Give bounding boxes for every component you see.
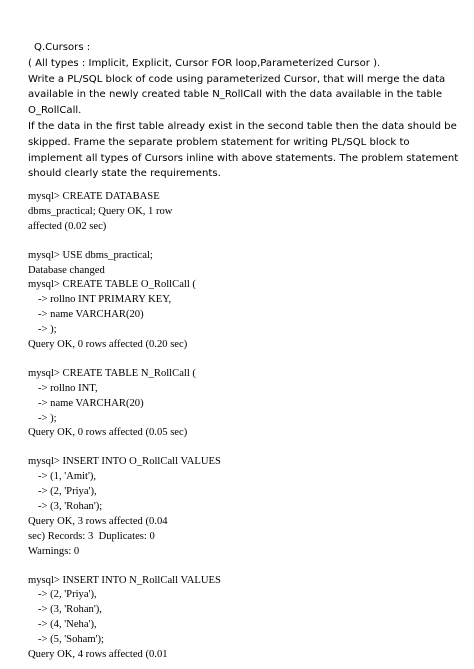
sql-line: Query OK, 0 rows affected (0.20 sec) xyxy=(28,339,188,351)
block-spacer xyxy=(28,441,448,455)
statement-line: implement all types of Cursors inline with above statements. The problem statement xyxy=(28,152,459,164)
sql-block xyxy=(28,249,448,353)
sql-continuation-line: -> (2, 'Priya'), xyxy=(38,486,97,498)
sql-block xyxy=(28,455,448,559)
sql-line: Query OK, 3 rows affected (0.04 xyxy=(28,515,168,527)
sql-line: dbms_practical; Query OK, 1 row xyxy=(28,205,173,217)
problem-statement xyxy=(28,40,459,182)
sql-line: mysql> CREATE DATABASE xyxy=(28,191,160,202)
sql-line: mysql> USE dbms_practical; xyxy=(28,249,153,261)
sql-continuation-line: -> rollno INT PRIMARY KEY, xyxy=(38,294,172,306)
sql-continuation-line: -> (1, 'Amit'), xyxy=(38,471,97,483)
sql-line: mysql> INSERT INTO N_RollCall VALUES xyxy=(28,574,221,586)
statement-line: should clearly state the requirements. xyxy=(28,168,221,180)
sql-continuation-line: -> (2, 'Priya'), xyxy=(38,589,97,601)
sql-line: mysql> INSERT INTO O_RollCall VALUES xyxy=(28,456,221,468)
sql-block xyxy=(28,367,448,441)
sql-block xyxy=(28,574,448,663)
sql-line: Database changed xyxy=(28,264,105,276)
sql-continuation-line: -> ); xyxy=(38,412,57,424)
sql-continuation-line: -> rollno INT, xyxy=(38,382,98,394)
sql-line: Query OK, 0 rows affected (0.05 sec) xyxy=(28,427,188,439)
block-spacer xyxy=(28,560,448,574)
sql-continuation-line: -> ); xyxy=(38,324,57,336)
sql-continuation-line: -> (3, 'Rohan'); xyxy=(38,501,103,513)
sql-continuation-line: -> name VARCHAR(20) xyxy=(38,397,144,409)
sql-line: sec) Records: 3 Duplicates: 0 xyxy=(28,530,155,542)
block-spacer xyxy=(28,353,448,367)
sql-continuation-line: -> (3, 'Rohan'), xyxy=(38,604,102,616)
statement-line: available in the newly created table N_RollCall with the data available in the table xyxy=(28,89,443,101)
statement-line: ( All types : Implicit, Explicit, Cursor FOR loop,Parameterized Cursor ). xyxy=(28,57,381,69)
sql-line: Warnings: 0 xyxy=(28,545,80,557)
statement-line: If the data in the first table already exist in the second table then the data should be xyxy=(28,120,457,132)
statement-line: O_RollCall. xyxy=(28,105,82,117)
sql-continuation-line: -> (4, 'Neha'), xyxy=(38,619,97,631)
sql-block xyxy=(28,190,448,235)
sql-continuation-line: -> name VARCHAR(20) xyxy=(38,309,144,321)
sql-line: mysql> CREATE TABLE O_RollCall ( xyxy=(28,279,196,291)
question-title: Q.Cursors : xyxy=(34,42,91,53)
block-spacer xyxy=(28,235,448,249)
statement-line: Write a PL/SQL block of code using parameterized Cursor, that will merge the data xyxy=(28,73,446,85)
statement-line: skipped. Frame the separate problem statement for writing PL/SQL block to xyxy=(28,136,410,148)
sql-session-log xyxy=(28,190,448,663)
sql-line: mysql> CREATE TABLE N_RollCall ( xyxy=(28,367,196,379)
sql-line: Query OK, 4 rows affected (0.01 xyxy=(28,649,168,661)
sql-continuation-line: -> (5, 'Soham'); xyxy=(38,634,104,646)
sql-line: affected (0.02 sec) xyxy=(28,220,107,232)
